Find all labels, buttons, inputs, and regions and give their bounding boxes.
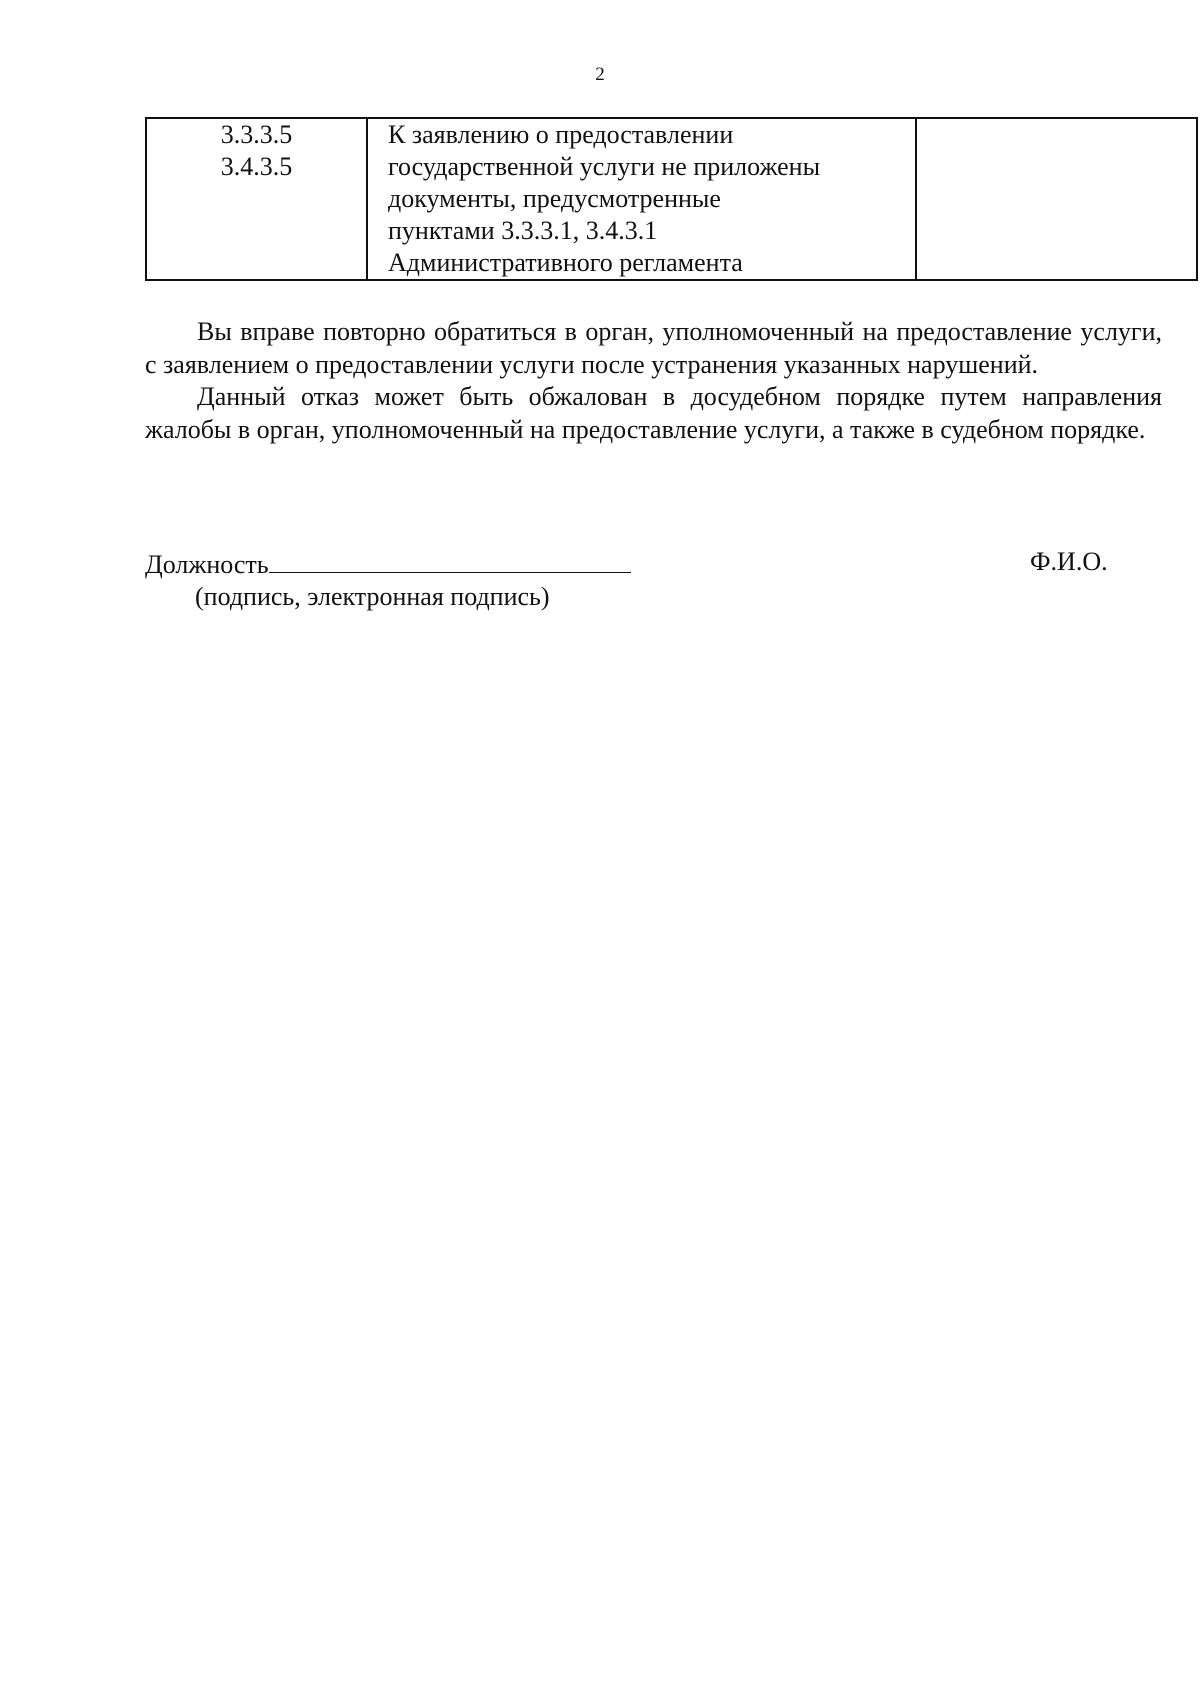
fio-label: Ф.И.О.: [1030, 547, 1108, 576]
reason-cell: [367, 118, 916, 280]
point-number: 3.4.3.5: [220, 152, 293, 181]
paragraph-appeal: Данный отказ может быть обжалован в досудебном порядке путем направления жалобы в орган, уполномоченный на предоставление услуги, а также в судебном порядке.: [145, 382, 1162, 444]
reason-line: Административного регламента: [388, 248, 743, 277]
reason-line: государственной услуги не приложены: [388, 152, 821, 181]
reason-line: К заявлению о предоставлении: [388, 120, 734, 149]
page-number: 2: [595, 64, 605, 85]
position-label: Должность: [145, 550, 269, 579]
reason-line: пунктами 3.3.3.1, 3.4.3.1: [388, 216, 658, 245]
points-cell: [146, 118, 367, 280]
signature-hint: (подпись, электронная подпись): [195, 582, 550, 611]
table-row: [146, 118, 1197, 280]
note-cell: [916, 118, 1197, 280]
reason-line: документы, предусмотренные: [388, 184, 721, 213]
signature-block: [145, 546, 1162, 581]
refusal-grounds-table: [145, 117, 1198, 281]
signature-line: [269, 546, 631, 573]
paragraph-resubmit: Вы вправе повторно обратиться в орган, уполномоченный на предоставление услуги, с заявлением о предоставлении услуги после устранения указанных нарушений.: [145, 317, 1162, 379]
body-text: [145, 316, 1162, 446]
point-number: 3.3.3.5: [220, 120, 293, 149]
